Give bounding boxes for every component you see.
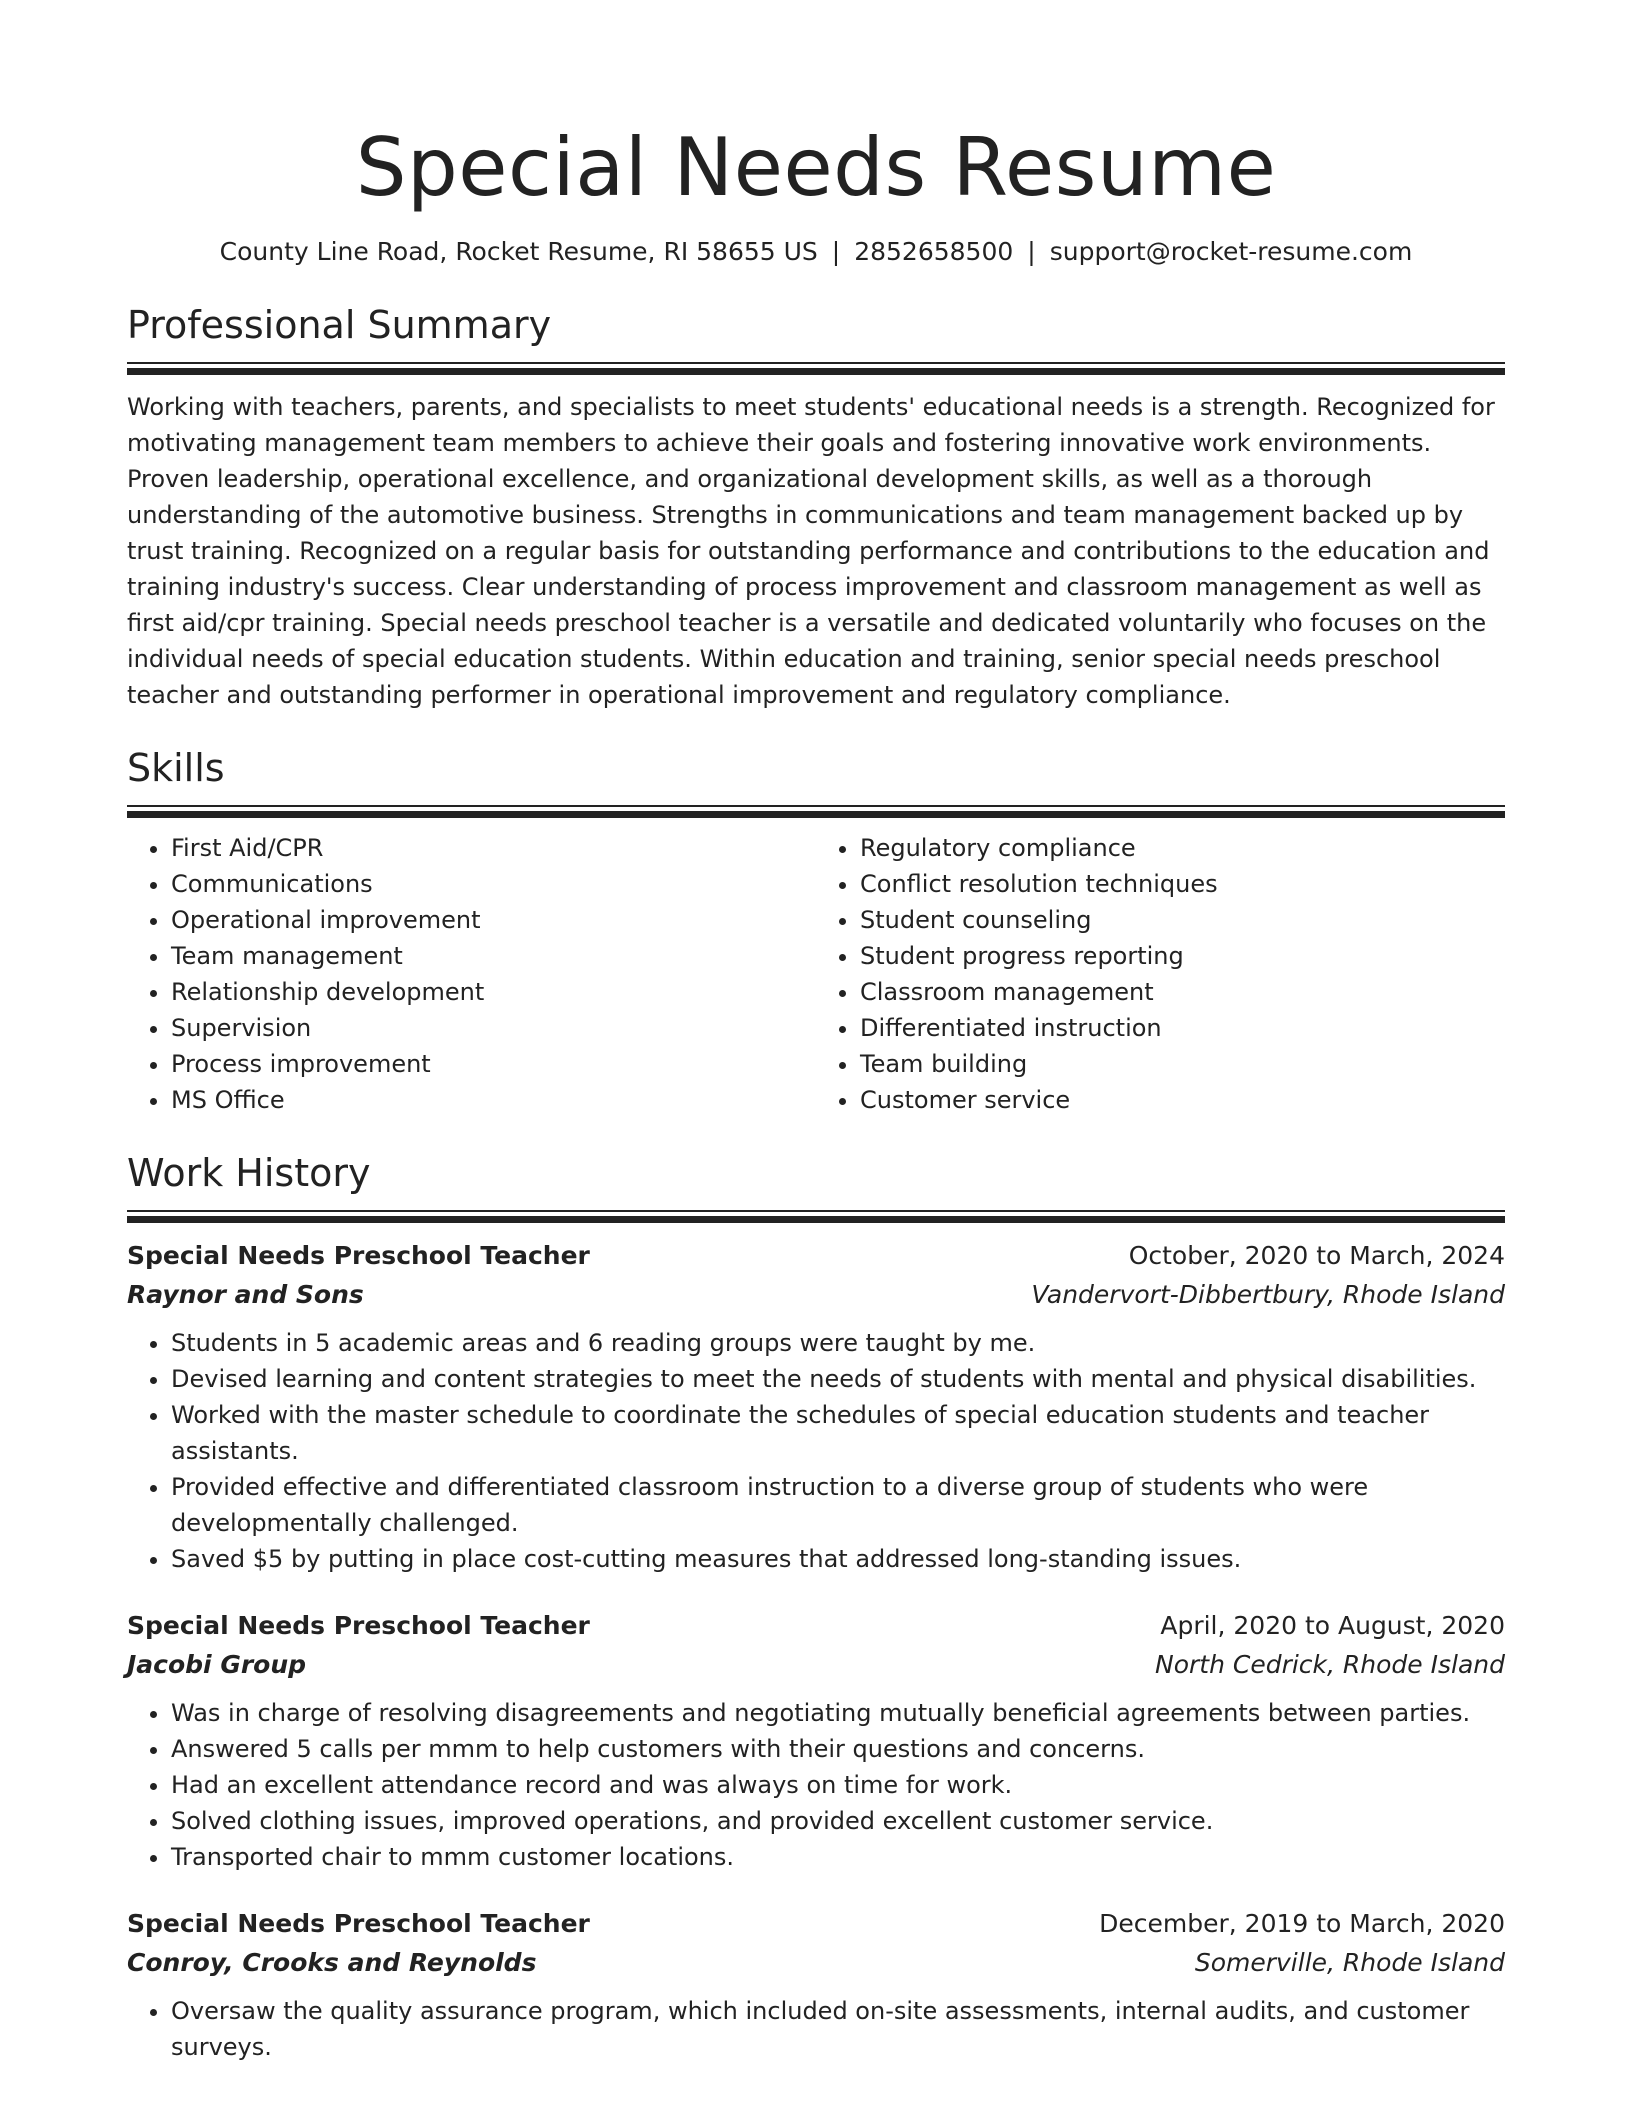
skill-item: • Relationship development [171,974,816,1010]
contact-email: support@rocket-resume.com [1049,237,1413,266]
summary-text: Working with teachers, parents, and specialists to meet students' educational needs is a strength. Recognized for motivating management team members to achieve their goals and fostering innovative work environments. Proven leadership, operational excellence, and organizational development skills, as well as a thorough understanding of the automotive business. Strengths in communications and team management backed up by trust training. Recognized on a regular basis for outstanding performance and contributions to the education and training industry's success. Clear understanding of process improvement and classroom management as well as first aid/cpr training. Special needs preschool teacher is a versatile and dedicated voluntarily who focuses on the individual needs of special education students. Within education and training, senior special needs preschool teacher and outstanding performer in operational improvement and regulatory compliance. [127,393,1495,709]
job-bullet: • Worked with the master schedule to coordinate the schedules of special education students and teacher assistants. [171,1397,1505,1469]
job-title: Special Needs Preschool Teacher [127,1611,590,1640]
contact-separator: | [1027,237,1036,266]
skill-item: • Communications [171,866,816,902]
contact-line [127,234,1505,270]
job-title: Special Needs Preschool Teacher [127,1241,590,1270]
work-history-section [127,1148,1505,2065]
job-bullet: • Saved $5 by putting in place cost-cutting measures that addressed long-standing issues. [171,1541,1505,1577]
skill-item: • Student progress reporting [860,938,1505,974]
job-bullet: • Had an excellent attendance record and was always on time for work. [171,1767,1505,1803]
skill-item: • MS Office [171,1082,816,1118]
job-dates: April, 2020 to August, 2020 [1160,1611,1505,1640]
section-divider [127,362,1505,375]
job-bullet: • Devised learning and content strategies to meet the needs of students with mental and physical disabilities. [171,1361,1505,1397]
resume-title: Special Needs Resume [355,121,1277,214]
job-company: Jacobi Group [127,1650,307,1679]
contact-separator: | [831,237,841,266]
skills-list-left [127,830,816,1118]
job-company: Raynor and Sons [127,1280,364,1309]
job-dates: October, 2020 to March, 2024 [1128,1241,1505,1270]
job-company-row [127,1943,1505,1983]
job-company: Conroy, Crooks and Reynolds [127,1948,537,1977]
skill-item: • Team building [860,1046,1505,1082]
summary-section [127,300,1505,713]
job-header-row [127,1237,1505,1275]
section-divider [127,805,1505,818]
job-bullets [127,1325,1505,1577]
job-bullets [127,1695,1505,1875]
section-title-skills: Skills [127,746,225,790]
section-title-work-history: Work History [127,1151,371,1195]
skill-item: • First Aid/CPR [171,830,816,866]
job-entry [127,1905,1505,2065]
job-bullet: • Students in 5 academic areas and 6 reading groups were taught by me. [171,1325,1505,1361]
job-location: Somerville, Rhode Island [1194,1948,1505,1977]
skills-section [127,743,1505,1118]
job-location: North Cedrick, Rhode Island [1155,1650,1505,1679]
job-header-row [127,1905,1505,1943]
job-bullet: • Solved clothing issues, improved operations, and provided excellent customer service. [171,1803,1505,1839]
job-title: Special Needs Preschool Teacher [127,1909,590,1938]
job-entry [127,1237,1505,1577]
skill-item: • Operational improvement [171,902,816,938]
job-bullet: • Oversaw the quality assurance program, which included on-site assessments, internal audits, and customer surveys. [171,1993,1505,2065]
skill-item: • Regulatory compliance [860,830,1505,866]
section-title-summary: Professional Summary [127,303,552,347]
contact-address: County Line Road, Rocket Resume, RI 58655 US [219,237,818,266]
job-bullet: • Provided effective and differentiated classroom instruction to a diverse group of students who were developmentally challenged. [171,1469,1505,1541]
skill-item: • Customer service [860,1082,1505,1118]
job-location: Vandervort-Dibbertbury, Rhode Island [1031,1280,1505,1309]
job-bullet: • Was in charge of resolving disagreements and negotiating mutually beneficial agreements between parties. [171,1695,1505,1731]
job-header-row [127,1607,1505,1645]
skill-item: • Differentiated instruction [860,1010,1505,1046]
skill-item: • Supervision [171,1010,816,1046]
job-entry [127,1607,1505,1875]
job-company-row [127,1645,1505,1685]
skills-list-right [816,830,1505,1118]
skill-item: • Conflict resolution techniques [860,866,1505,902]
section-divider [127,1210,1505,1223]
contact-phone: 2852658500 [854,237,1014,266]
job-company-row [127,1275,1505,1315]
job-bullet: • Answered 5 calls per mmm to help customers with their questions and concerns. [171,1731,1505,1767]
skills-grid [127,830,1505,1118]
job-bullets [127,1993,1505,2065]
skill-item: • Team management [171,938,816,974]
skill-item: • Process improvement [171,1046,816,1082]
job-bullet: • Transported chair to mmm customer locations. [171,1839,1505,1875]
skill-item: • Classroom management [860,974,1505,1010]
job-dates: December, 2019 to March, 2020 [1099,1909,1505,1938]
skill-item: • Student counseling [860,902,1505,938]
